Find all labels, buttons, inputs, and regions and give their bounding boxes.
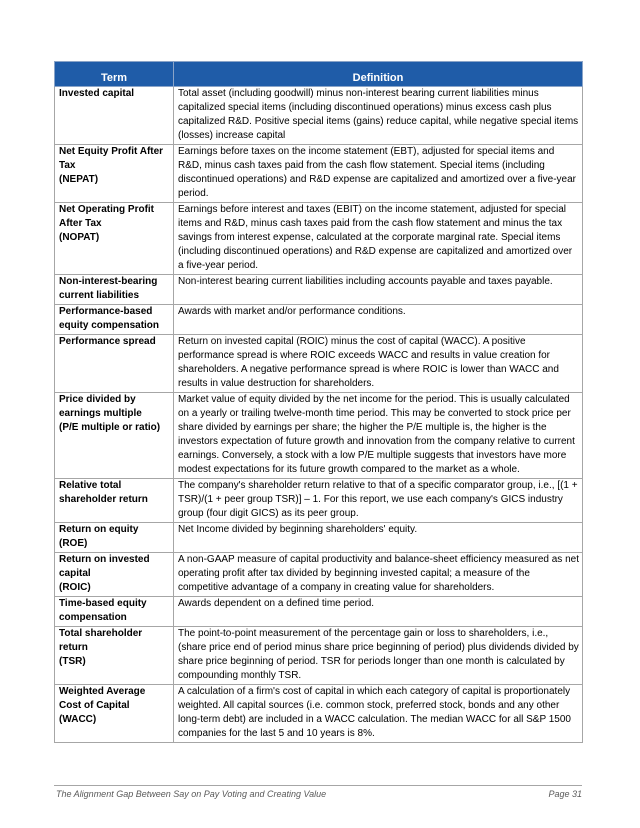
glossary-table <box>54 61 583 743</box>
definition-cell: Non-interest bearing current liabilities including accounts payable and taxes payable. <box>174 275 583 305</box>
table-row <box>55 685 583 743</box>
table-row <box>55 523 583 553</box>
definition-cell: Earnings before taxes on the income statement (EBT), adjusted for special items and R&D, minus cash taxes paid from the cash flow statement. Special items (including discontinued operations) and R&D expense are capitalized and amortized over a five-year period. <box>174 145 583 203</box>
definition-cell: Earnings before interest and taxes (EBIT) on the income statement, adjusted for special items and R&D, minus cash taxes paid from the cash flow statement and minus the tax savings from interest expense, calculated at the corporate marginal rate. Special items (including discontinued operations) and R&D expense are capitalized and amortized over a five-year period. <box>174 203 583 275</box>
term-cell: Performance-based equity compensation <box>55 305 174 335</box>
definition-cell: Return on invested capital (ROIC) minus the cost of capital (WACC). A positive performance spread is where ROIC exceeds WACC and results in value creation for shareholders. A negative performance spread is where ROIC is lower than WACC and results in value destruction for shareholders. <box>174 335 583 393</box>
term-cell: Return on invested capital (ROIC) <box>55 553 174 597</box>
term-cell: Net Equity Profit After Tax (NEPAT) <box>55 145 174 203</box>
term-cell: Time-based equity compensation <box>55 597 174 627</box>
table-row <box>55 145 583 203</box>
term-column-header: Term <box>55 62 174 87</box>
definition-cell: A calculation of a firm's cost of capital in which each category of capital is proportionately weighted. All capital sources (i.e. common stock, preferred stock, bonds and any other long-term debt) are included in a WACC calculation. The median WACC for all S&P 1500 companies for the last 5 and 10 years is 8%. <box>174 685 583 743</box>
definition-cell: Awards with market and/or performance conditions. <box>174 305 583 335</box>
table-header-row <box>55 62 583 87</box>
term-cell: Total shareholder return (TSR) <box>55 627 174 685</box>
table-row <box>55 393 583 479</box>
term-cell: Non-interest-bearing current liabilities <box>55 275 174 305</box>
table-row <box>55 553 583 597</box>
table-row <box>55 627 583 685</box>
footer-document-title: The Alignment Gap Between Say on Pay Voting and Creating Value <box>56 789 327 799</box>
term-cell: Weighted Average Cost of Capital (WACC) <box>55 685 174 743</box>
definition-cell: The point-to-point measurement of the percentage gain or loss to shareholders, i.e., (share price end of period minus share price beginning of period) plus dividends divided by share price beginning of period. TSR for periods longer than one month is calculated by compounding monthly TSR. <box>174 627 583 685</box>
table-row <box>55 479 583 523</box>
definition-cell: Net Income divided by beginning shareholders' equity. <box>174 523 583 553</box>
definition-cell: Awards dependent on a defined time period. <box>174 597 583 627</box>
footer-divider <box>54 785 582 786</box>
table-row <box>55 597 583 627</box>
footer-page-number: Page 31 <box>548 789 582 799</box>
term-cell: Relative total shareholder return <box>55 479 174 523</box>
definition-cell: Total asset (including goodwill) minus non-interest bearing current liabilities minus capitalized special items (including discontinued operations) minus excess cash plus capitalized R&D. Positive special items (gains) reduce capital, while negative special items (losses) increase capital <box>174 87 583 145</box>
table-row <box>55 203 583 275</box>
table-row <box>55 305 583 335</box>
term-cell: Net Operating Profit After Tax (NOPAT) <box>55 203 174 275</box>
term-cell: Invested capital <box>55 87 174 145</box>
term-cell: Return on equity (ROE) <box>55 523 174 553</box>
table-row <box>55 275 583 305</box>
table-row <box>55 335 583 393</box>
definition-cell: Market value of equity divided by the net income for the period. This is usually calculated on a yearly or trailing twelve-month time period. This may be converted to stock price per share divided by earnings per share; the higher the P/E multiple is, the higher is the investors expectation of future growth and innovation from the company relative to current earnings. Conversely, a stock with a low P/E multiple suggests that investors have more modest expectations for its future growth compared to the market as a whole. <box>174 393 583 479</box>
definition-column-header: Definition <box>174 62 583 87</box>
term-cell: Price divided by earnings multiple (P/E multiple or ratio) <box>55 393 174 479</box>
definition-cell: A non-GAAP measure of capital productivity and balance-sheet efficiency measured as net operating profit after tax divided by beginning invested capital; a measure of the competitive advantage of a company in creating value for shareholders. <box>174 553 583 597</box>
term-cell: Performance spread <box>55 335 174 393</box>
table-row <box>55 87 583 145</box>
definition-cell: The company's shareholder return relative to that of a specific comparator group, i.e., [(1 + TSR)/(1 + peer group TSR)] – 1. For this report, we use each company's GICS industry group (four digit GICS) as its peer group. <box>174 479 583 523</box>
